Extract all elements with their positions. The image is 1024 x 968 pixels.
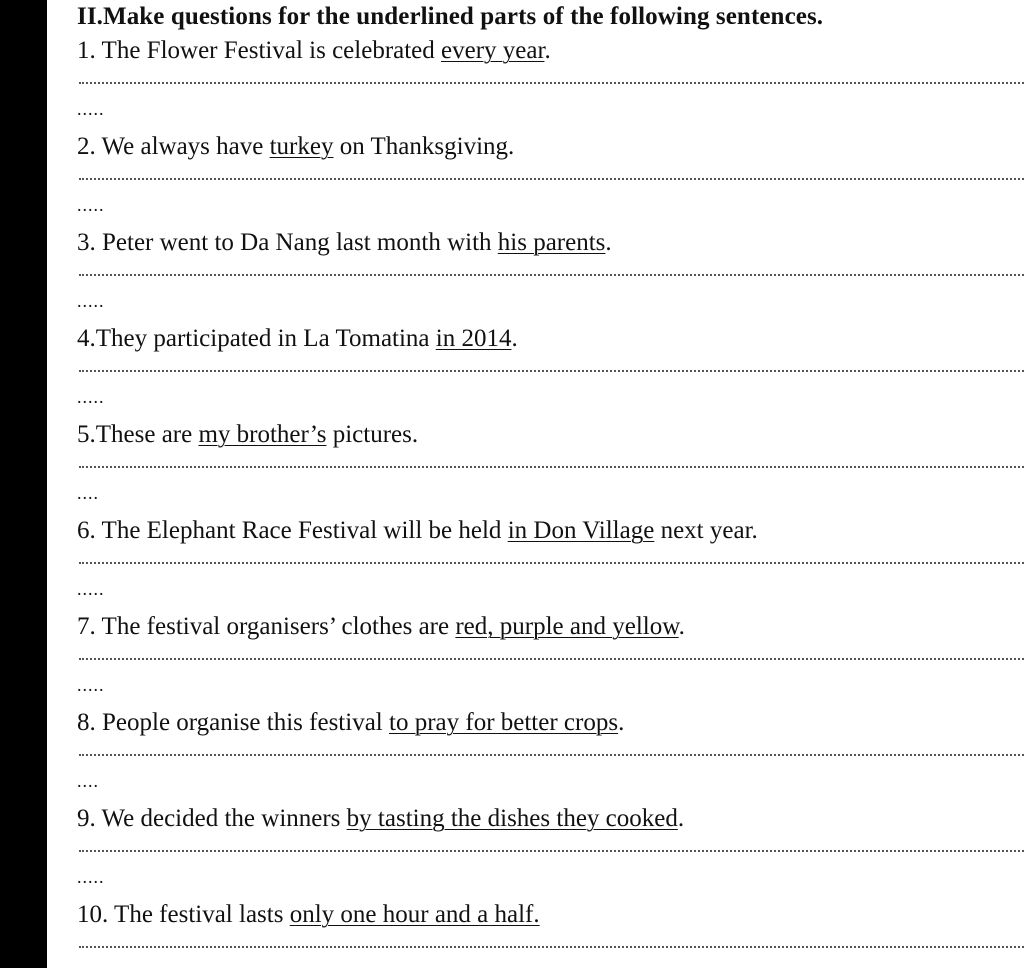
underlined-part: every year [441, 37, 545, 64]
sentence-text: 8. People organise this festival [77, 709, 389, 736]
underlined-part: to pray for better crops [389, 709, 619, 736]
sentence-text: 9. We decided the winners [77, 805, 347, 832]
underlined-part: turkey [269, 133, 334, 160]
answer-continuation-dots: ..... [77, 675, 105, 695]
question-sentence [77, 325, 518, 354]
sentence-ending: . [605, 229, 612, 256]
sentence-ending: . [544, 37, 551, 64]
sentence-ending: on Thanksgiving. [333, 133, 515, 160]
underlined-part: only one hour and a half. [289, 901, 540, 928]
question-sentence [77, 229, 612, 258]
answer-continuation-dots: ..... [77, 387, 105, 407]
sentence-text: 10. The festival lasts [77, 901, 290, 928]
answer-continuation-dots: .... [77, 483, 99, 503]
underlined-part: red, purple and yellow [455, 613, 679, 640]
question-item [77, 517, 1024, 613]
question-item [77, 901, 1024, 968]
underlined-part: in Don Village [507, 517, 655, 544]
question-item [77, 421, 1024, 517]
sentence-ending: . [677, 805, 685, 832]
underlined-part: my brother’s [198, 421, 327, 448]
answer-line[interactable] [79, 562, 1024, 564]
exercise-title: II.Make questions for the underlined parts of the following sentences. [77, 3, 824, 30]
answer-line[interactable] [79, 850, 1024, 852]
answer-continuation-dots: ..... [77, 291, 105, 311]
question-sentence [77, 709, 624, 738]
answer-line[interactable] [79, 754, 1024, 756]
question-sentence [77, 613, 685, 642]
sentence-ending: . [618, 709, 625, 736]
sentence-text: 7. The festival organisers’ clothes are [77, 613, 456, 640]
sentence-ending: . [678, 613, 685, 640]
left-black-border [0, 0, 47, 968]
sentence-ending: pictures. [326, 421, 419, 448]
question-sentence [77, 805, 684, 834]
underlined-part: in 2014 [435, 325, 512, 352]
question-item [77, 325, 1024, 421]
answer-line[interactable] [79, 946, 1024, 948]
answer-continuation-dots: ..... [77, 99, 105, 119]
question-item [77, 229, 1024, 325]
question-sentence [77, 901, 540, 930]
question-sentence [77, 133, 514, 162]
sentence-text: 6. The Elephant Race Festival will be held [77, 517, 508, 544]
answer-line[interactable] [79, 658, 1024, 660]
answer-line[interactable] [79, 274, 1024, 276]
underlined-part: his parents [497, 229, 606, 256]
question-item [77, 805, 1024, 901]
question-sentence [77, 421, 418, 450]
underlined-part: by tasting the dishes they cooked [346, 805, 678, 832]
answer-continuation-dots: ..... [77, 195, 105, 215]
question-item [77, 133, 1024, 229]
question-item [77, 709, 1024, 805]
question-item [77, 613, 1024, 709]
answer-continuation-dots: .... [77, 771, 99, 791]
answer-line[interactable] [79, 370, 1024, 372]
question-sentence [77, 517, 758, 546]
answer-line[interactable] [79, 82, 1024, 84]
sentence-text: 4.They participated in La Tomatina [77, 325, 436, 352]
question-item [77, 37, 1024, 133]
answer-line[interactable] [79, 178, 1024, 180]
sentence-ending: . [511, 325, 518, 352]
answer-continuation-dots: ..... [77, 867, 105, 887]
sentence-ending: next year. [654, 517, 758, 544]
sentence-text: 2. We always have [77, 133, 270, 160]
sentence-text: 3. Peter went to Da Nang last month with [77, 229, 498, 256]
answer-line[interactable] [79, 466, 1024, 468]
answer-continuation-dots: ..... [77, 579, 105, 599]
sentence-text: 5.These are [77, 421, 199, 448]
sentence-text: 1. The Flower Festival is celebrated [77, 37, 442, 64]
question-sentence [77, 37, 551, 66]
